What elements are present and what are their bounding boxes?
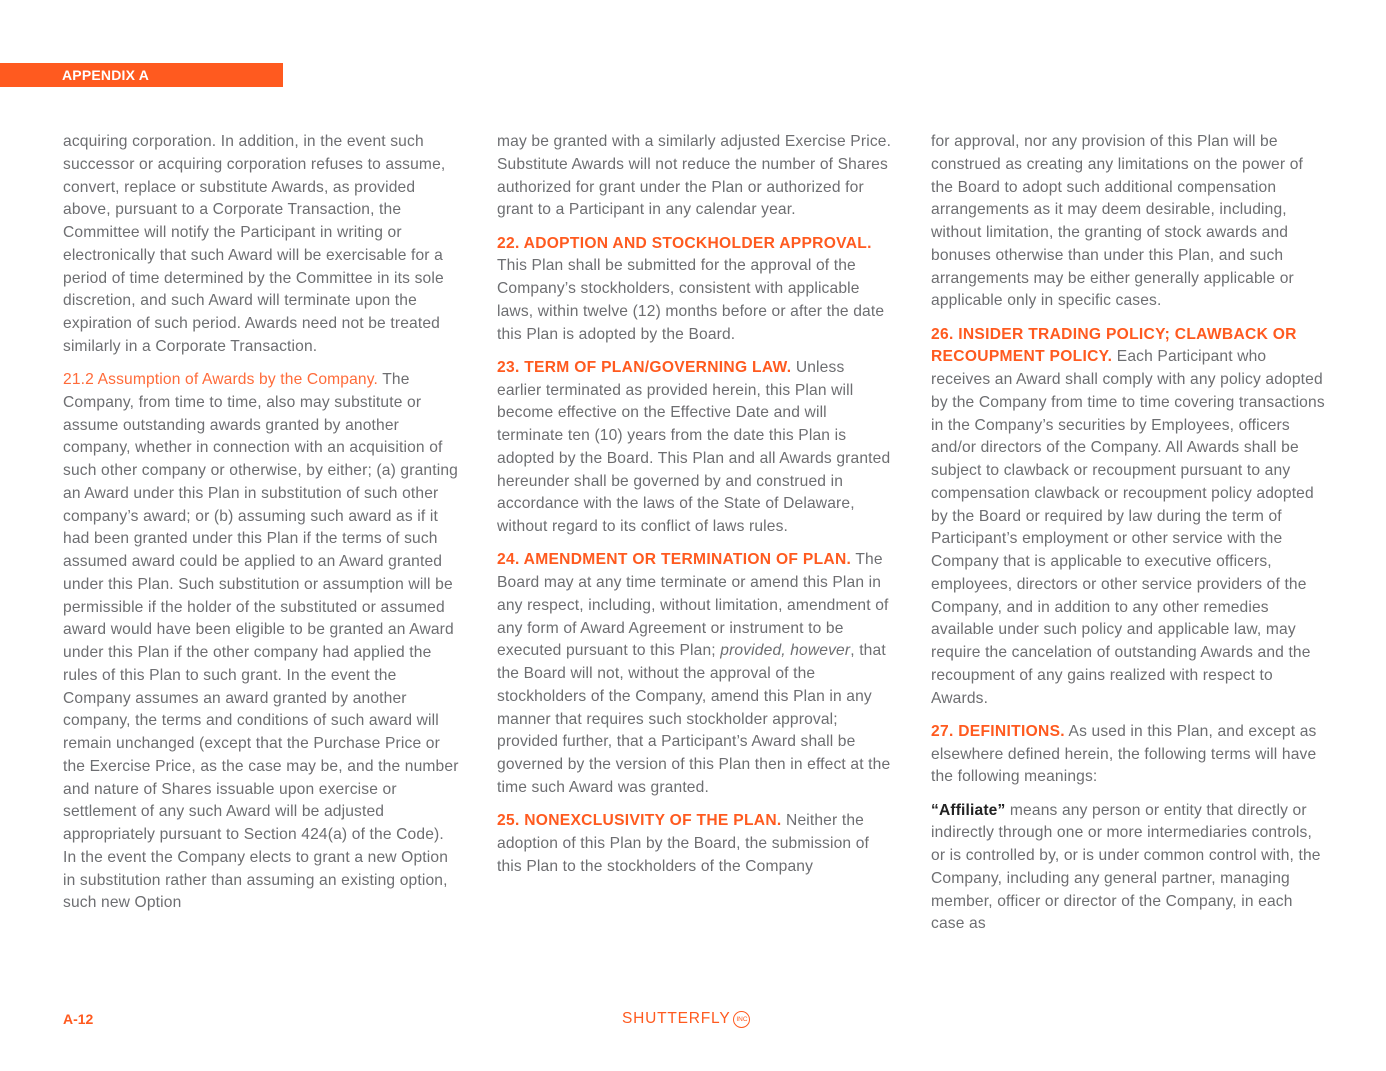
section-23 [497,357,893,539]
section-25-body: Neither the adoption of this Plan by the Board, the submission of this Plan to the stockholders of the Company [497,812,870,875]
section-24-body: The Board may at any time terminate or amend this Plan in any respect, including, without limitation, amendment of any form of Award Agreement or instrument to be executed pursuant to this Plan; [497,551,889,660]
paragraph [63,369,459,915]
section-25-heading: 25. NONEXCLUSIVITY OF THE PLAN. [497,812,782,829]
appendix-tab [0,63,283,87]
appendix-label: APPENDIX A [62,67,150,83]
section-26 [931,324,1327,711]
logo-text: SHUTTERFLY [622,1010,731,1027]
section-23-body: Unless earlier terminated as provided herein, this Plan will become effective on the Effective Date and will terminate ten (10) years from the date this Plan is adopted by the Board. This Plan and all Awards granted hereunder shall be governed by and construed in accordance with the laws of the State of Delaware, without regard to its conflict of laws rules. [497,358,891,535]
section-22 [497,233,893,347]
section-22-heading: 22. ADOPTION AND STOCKHOLDER APPROVAL. [497,234,872,252]
column-1 [63,131,459,926]
section-26-body: Each Participant who receives an Award shall comply with any policy adopted by the Company from time to time covering transactions in the Company’s securities by Employees, officers and/or directors of the Company. All Awards shall be subject to clawback or recoupment pursuant to any compensation clawback or recoupment policy adopted by the Board or required by law during the term of Participant’s employment or other service with the Company that is applicable to executive officers, employees, directors or other service providers of the Company, and in addition to any other remedies available under such policy and applicable law, may require the cancelation of outstanding Awards and the recoupment of any gains realized with respect to Awards. [931,348,1325,707]
section-27 [931,721,1327,789]
section-24-heading: 24. AMENDMENT OR TERMINATION OF PLAN. [497,551,852,569]
section-24-italic: provided, however [720,642,851,660]
section-26-heading: 26. INSIDER TRADING POLICY; CLAWBACK OR RECOUPMENT POLICY. [931,325,1297,366]
inc-badge-icon: INC [733,1011,750,1028]
definition-affiliate [931,800,1327,937]
section-22-body: This Plan shall be submitted for the approval of the Company’s stockholders, consistent with applicable laws, within twelve (12) months before or after the date this Plan is adopted by the Board. [497,257,885,343]
section-21-2-heading: 21.2 Assumption of Awards by the Company. [63,371,379,388]
section-23-heading: 23. TERM OF PLAN/GOVERNING LAW. [497,358,792,376]
section-21-2-body: The Company, from time to time, also may substitute or assume outstanding awards granted by another company, whether in connection with an acquisition of such other company or otherwise, by either; (a) granting an Award under this Plan in substitution of such other company’s award; or (b) assuming such award as if it had been granted under this Plan if the terms of such assumed award could be applied to an Award granted under this Plan. Such substitution or assumption will be permissible if the holder of the substituted or assumed award would have been eligible to be granted an Award under this Plan if the other company had applied the rules of this Plan to such grant. In the event the Company assumes an award granted by another company, the terms and conditions of such award will remain unchanged (except that the Purchase Price or the Exercise Price, as the case may be, and the number and nature of Shares issuable upon exercise or settlement of any such Award will be adjusted appropriately pursuant to Section 424(a) of the Code). In the event the Company elects to grant a new Option in substitution rather than assuming an existing option, such new Option [63,371,459,912]
section-24 [497,549,893,799]
page-number: A-12 [63,1011,94,1027]
affiliate-body: means any person or entity that directly or indirectly through one or more intermediaries controls, or is controlled by, or is under common control with, the Company, including any general partner, managing member, officer or director of the Company, in each case as [931,801,1321,933]
section-25 [497,810,893,878]
column-3 [931,131,1327,947]
section-24-body-continued: , that the Board will not, without the approval of the stockholders of the Company, amend this Plan in any manner that requires such stockholder approval; provided further, that a Participant’s Award shall be governed by the version of this Plan then in effect at the time such Award was granted. [497,642,891,796]
affiliate-term: “Affiliate” [931,801,1006,819]
column-2 [497,131,893,889]
paragraph: acquiring corporation. In addition, in the event such successor or acquiring corporation refuses to assume, convert, replace or substitute Awards, as provided above, pursuant to a Corporate Transaction, the Committee will notify the Participant in writing or electronically that such Award will be exercisable for a period of time determined by the Committee in its sole discretion, and such Award will terminate upon the expiration of such period. Awards need not be treated similarly in a Corporate Transaction. [63,133,446,355]
section-27-heading: 27. DEFINITIONS. [931,722,1065,740]
section-27-body: As used in this Plan, and except as elsewhere defined herein, the following terms will have the following meanings: [931,722,1317,786]
shutterfly-logo [622,1008,750,1030]
paragraph: for approval, nor any provision of this Plan will be construed as creating any limitations on the power of the Board to adopt such additional compensation arrangements as it may deem desirable, including, without limitation, the granting of stock awards and bonuses otherwise than under this Plan, and such arrangements may be either generally applicable or applicable only in specific cases. [931,133,1304,310]
paragraph: may be granted with a similarly adjusted Exercise Price. Substitute Awards will not reduce the number of Shares authorized for grant under the Plan or authorized for grant to a Participant in any calendar year. [497,133,892,219]
